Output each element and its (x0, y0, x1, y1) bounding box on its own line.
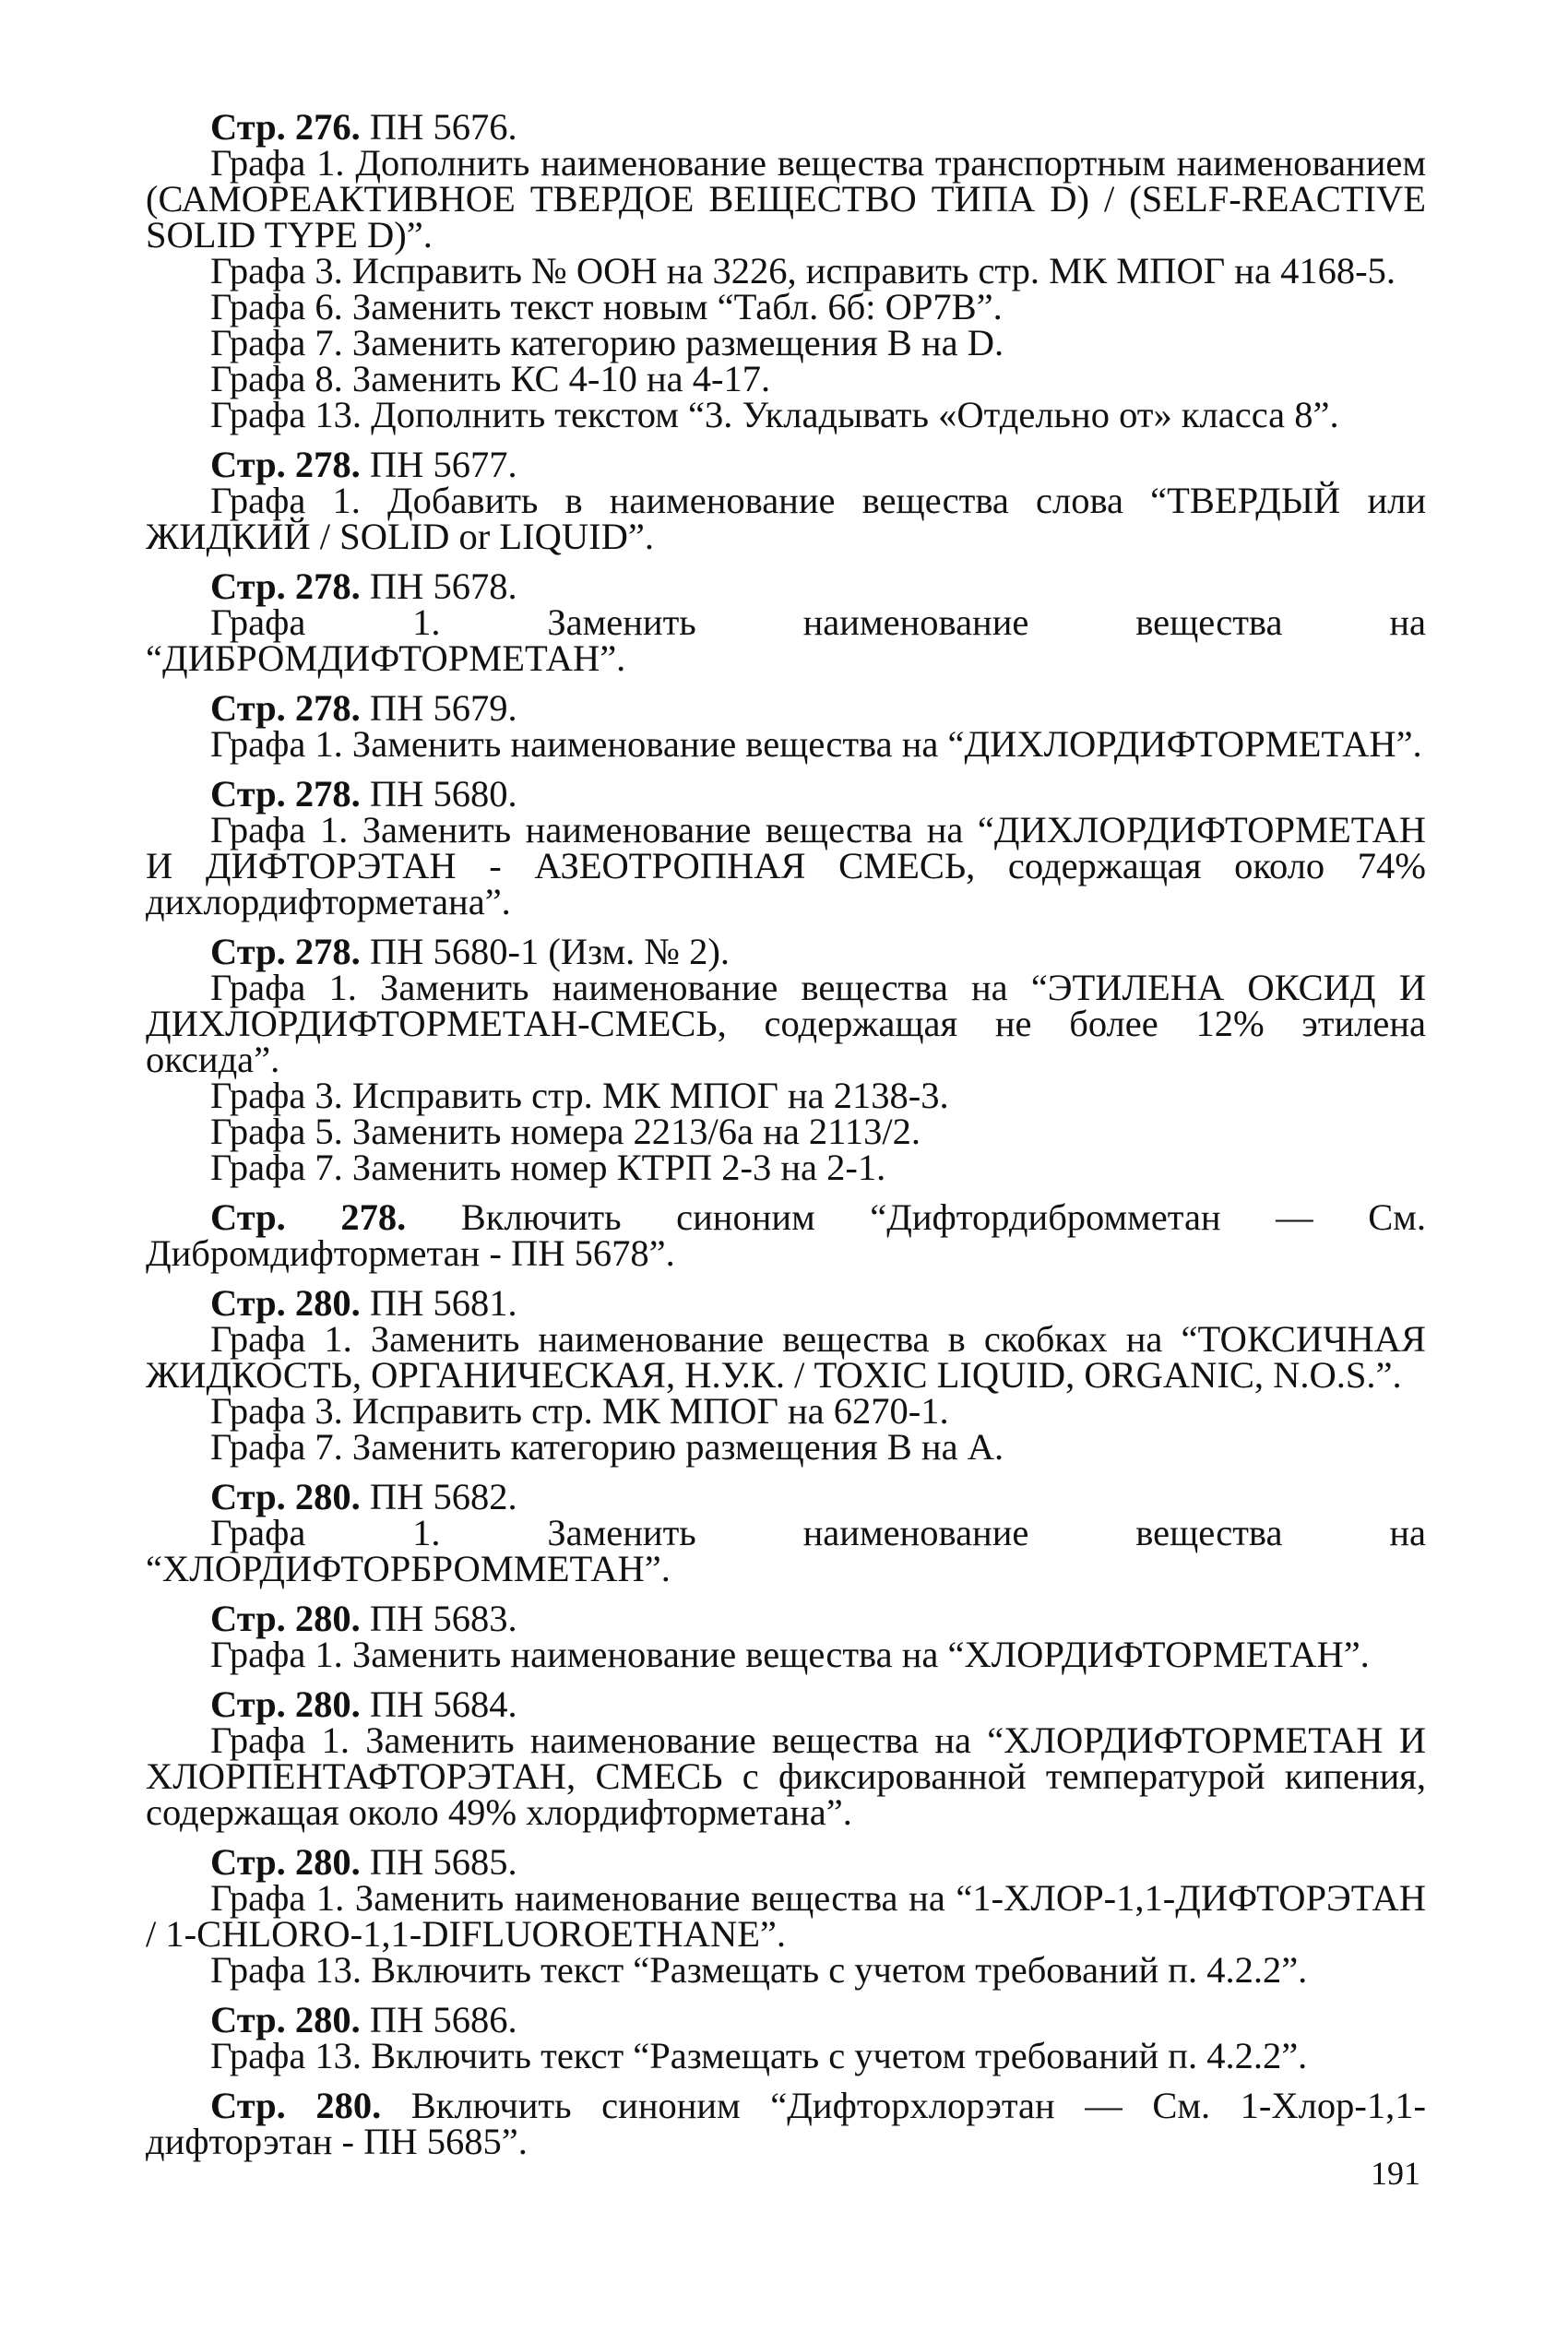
synonym-text: Включить синоним “Дифтордибромметан — См. Дибромдифторметан - ПН 5678”. (146, 1196, 1426, 1274)
entry-reference (146, 1476, 1426, 1517)
page-ref: Стр. 280. (210, 1841, 361, 1883)
page-ref: Стр. 278. (210, 1196, 407, 1238)
item-ref: ПН 5682. (360, 1476, 517, 1517)
entry-reference (146, 106, 1426, 148)
instruction-line: Графа 1. Добавить в наименование вещества слова “ТВЕРДЫЙ или ЖИДКИЙ / SOLID or LIQUID”. (146, 480, 1426, 557)
page-ref: Стр. 278. (210, 565, 361, 607)
amendment-entry (146, 1999, 1426, 2076)
item-ref: ПН 5685. (360, 1841, 517, 1883)
page-ref: Стр. 280. (210, 1999, 361, 2040)
page-ref: Стр. 280. (210, 1683, 361, 1725)
instruction-line: Графа 1. Заменить наименование вещества на “ХЛОРДИФТОРМЕТАН И ХЛОРПЕНТАФТОРЭТАН, СМЕСЬ с фиксированной температурой кипения, содержащая около 49% хлордифторметана”. (146, 1719, 1426, 1833)
instruction-line: Графа 1. Заменить наименование вещества на “ДИХЛОРДИФТОРМЕТАН”. (210, 723, 1422, 765)
item-ref: ПН 5676. (360, 106, 517, 148)
instruction-line: Графа 5. Заменить номера 2213/6а на 2113/2. (210, 1111, 921, 1152)
instruction-line: Графа 1. Заменить наименование вещества на “ЭТИЛЕНА ОКСИД И ДИХЛОРДИФТОРМЕТАН-СМЕСЬ, содержащая не более 12% этилена оксида”. (146, 967, 1426, 1080)
instruction-line: Графа 1. Заменить наименование вещества на “1-ХЛОР-1,1-ДИФТОРЭТАН / 1-CHLORO-1,1-DIFLUOROETHANE”. (146, 1877, 1426, 1955)
instruction-line: Графа 6. Заменить текст новым “Табл. 6б: ОР7В”. (210, 286, 1003, 327)
entry-reference (146, 773, 1426, 815)
instruction-line: Графа 13. Дополнить текстом “3. Укладывать «Отдельно от» класса 8”. (210, 394, 1339, 435)
page-ref: Стр. 278. (210, 444, 361, 485)
page-ref: Стр. 280. (210, 2085, 382, 2126)
amendment-entry (146, 773, 1426, 922)
instruction-line: Графа 7. Заменить номер КТРП 2-3 на 2-1. (210, 1147, 886, 1188)
item-ref: ПН 5680-1 (Изм. № 2). (360, 931, 731, 972)
page-ref: Стр. 280. (210, 1282, 361, 1324)
instruction-line: Графа 8. Заменить КС 4-10 на 4-17. (210, 358, 771, 399)
entry-reference (146, 565, 1426, 607)
instruction-line: Графа 1. Заменить наименование вещества в скобках на “ТОКСИЧНАЯ ЖИДКОСТЬ, ОРГАНИЧЕСКАЯ, Н.У.К. / TOXIC LIQUID, ORGANIC, N.O.S.”. (146, 1318, 1426, 1396)
instruction-line: Графа 7. Заменить категорию размещения В на D. (210, 322, 1004, 363)
page-ref: Стр. 276. (210, 106, 361, 148)
amendment-entry (146, 1282, 1426, 1468)
entry-reference (146, 1683, 1426, 1725)
item-ref: ПН 5679. (360, 687, 517, 729)
page-ref: Стр. 280. (210, 1598, 361, 1639)
item-ref: ПН 5678. (360, 565, 517, 607)
item-ref: ПН 5684. (360, 1683, 517, 1725)
document-body (146, 106, 1426, 2173)
instruction-line: Графа 1. Заменить наименование вещества на “ХЛОРДИФТОРМЕТАН”. (210, 1634, 1370, 1675)
instruction-line: Графа 3. Исправить № ООН на 3226, исправить стр. МК МПОГ на 4168-5. (210, 250, 1396, 291)
item-ref: ПН 5681. (360, 1282, 517, 1324)
instruction-line: Графа 1. Дополнить наименование вещества транспортным наименованием (САМОРЕАКТИВНОЕ ТВЕРДОЕ ВЕЩЕСТВО ТИПА D) / (SELF-REACTIVE SOLID TYPE D)”. (146, 142, 1426, 256)
amendment-entry (146, 2085, 1426, 2162)
instruction-line: Графа 3. Исправить стр. МК МПОГ на 6270-1. (210, 1390, 949, 1432)
entry-reference (146, 931, 1426, 972)
entry-reference (146, 1598, 1426, 1639)
page-ref: Стр. 278. (210, 773, 361, 815)
entry-reference (146, 2085, 1426, 2162)
instruction-line: Графа 1. Заменить наименование вещества на “ДИХЛОРДИФТОРМЕТАН И ДИФТОРЭТАН - АЗЕОТРОПНАЯ СМЕСЬ, содержащая около 74% дихлордифторметана”. (146, 809, 1426, 922)
page-ref: Стр. 278. (210, 931, 361, 972)
amendment-entry (146, 1598, 1426, 1675)
amendment-entry (146, 931, 1426, 1188)
amendment-entry (146, 1476, 1426, 1589)
item-ref: ПН 5686. (360, 1999, 517, 2040)
entry-reference (146, 687, 1426, 729)
amendment-entry (146, 444, 1426, 557)
instruction-line: Графа 1. Заменить наименование вещества на “ХЛОРДИФТОРБРОММЕТАН”. (146, 1512, 1426, 1589)
page-ref: Стр. 280. (210, 1476, 361, 1517)
item-ref: ПН 5680. (360, 773, 517, 815)
instruction-line: Графа 7. Заменить категорию размещения В на А. (210, 1426, 1004, 1468)
instruction-line: Графа 13. Включить текст “Размещать с учетом требований п. 4.2.2”. (210, 1949, 1308, 1991)
entry-reference (146, 1282, 1426, 1324)
instruction-line: Графа 1. Заменить наименование вещества на “ДИБРОМДИФТОРМЕТАН”. (146, 601, 1426, 679)
amendment-entry (146, 565, 1426, 679)
synonym-text: Включить синоним “Дифторхлорэтан — См. 1-Хлор-1,1-дифторэтан - ПН 5685”. (146, 2085, 1426, 2162)
amendment-entry (146, 1196, 1426, 1274)
amendment-entry (146, 1683, 1426, 1833)
entry-reference (146, 1841, 1426, 1883)
item-ref: ПН 5677. (360, 444, 517, 485)
item-ref: ПН 5683. (360, 1598, 517, 1639)
page-ref: Стр. 278. (210, 687, 361, 729)
entry-reference (146, 1196, 1426, 1274)
instruction-line: Графа 13. Включить текст “Размещать с учетом требований п. 4.2.2”. (210, 2035, 1308, 2076)
page-number: 191 (1371, 2155, 1420, 2192)
amendment-entry (146, 106, 1426, 435)
amendment-entry (146, 687, 1426, 765)
amendment-entry (146, 1841, 1426, 1991)
entry-reference (146, 444, 1426, 485)
entry-reference (146, 1999, 1426, 2040)
instruction-line: Графа 3. Исправить стр. МК МПОГ на 2138-3. (210, 1075, 949, 1116)
